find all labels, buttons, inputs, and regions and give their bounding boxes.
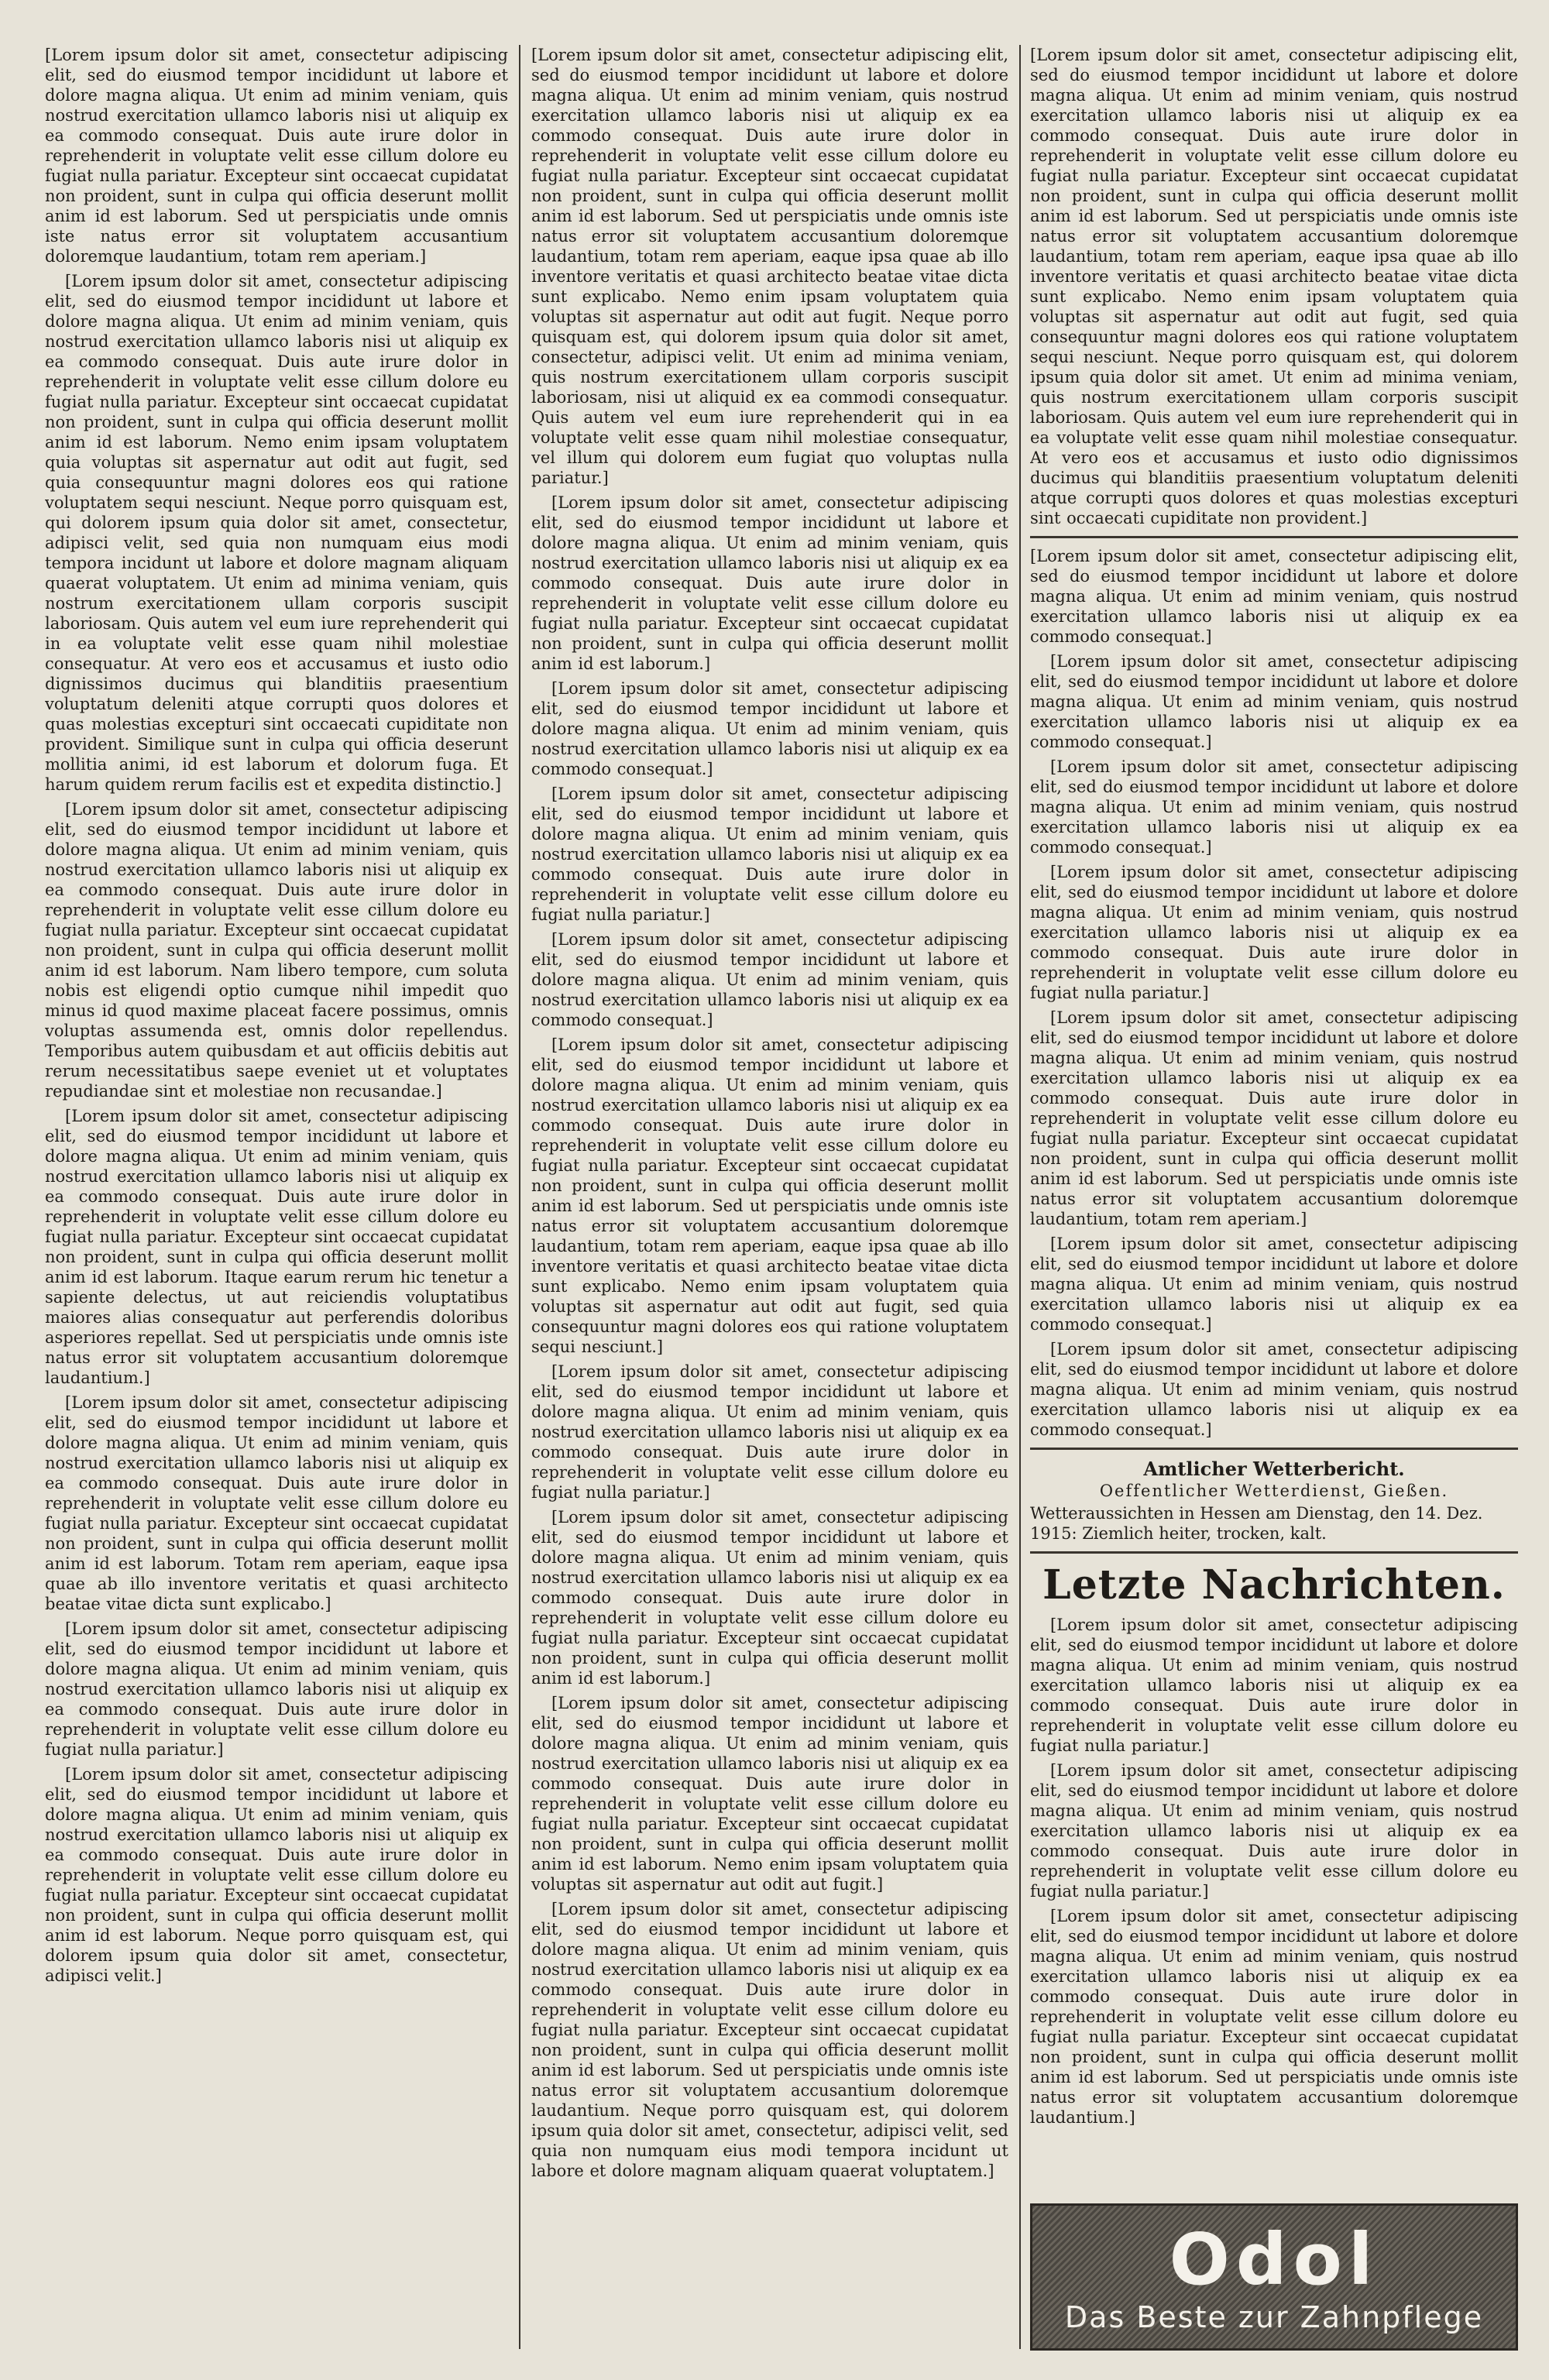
odol-advertisement [1030, 2203, 1518, 2351]
column-divider [1019, 45, 1021, 2349]
article-paragraph: [Lorem ipsum dolor sit amet, consectetur adipiscing elit, sed do eiusmod tempor incididunt ut labore et dolore magna aliqua. Ut enim ad minim veniam, quis nostrud exercitation ullamco laboris nisi ut aliquip ex ea commodo consequat. Duis aute irure dolor in reprehenderit in voluptate velit esse cillum dolore eu fugiat nulla pariatur. Excepteur sint occaecat cupidatat non proident, sunt in culpa qui officia deserunt mollit anim id est laborum. Sed ut perspiciatis unde omnis iste natus error sit voluptatem accusantium doloremque laudantium, totam rem aperiam.] [1030, 1008, 1518, 1228]
article-paragraph: [Lorem ipsum dolor sit amet, consectetur adipiscing elit, sed do eiusmod tempor incididunt ut labore et dolore magna aliqua. Ut enim ad minim veniam, quis nostrud exercitation ullamco laboris nisi ut aliquip ex ea commodo consequat. Duis aute irure dolor in reprehenderit in voluptate velit esse cillum dolore eu fugiat nulla pariatur.] [45, 1619, 508, 1759]
column-divider [519, 45, 520, 2349]
section-rule [1030, 1551, 1518, 1554]
article-paragraph: [Lorem ipsum dolor sit amet, consectetur adipiscing elit, sed do eiusmod tempor incididunt ut labore et dolore magna aliqua. Ut enim ad minim veniam, quis nostrud exercitation ullamco laboris nisi ut aliquip ex ea commodo consequat. Duis aute irure dolor in reprehenderit in voluptate velit esse cillum dolore eu fugiat nulla pariatur. Excepteur sint occaecat cupidatat non proident, sunt in culpa qui officia deserunt mollit anim id est laborum. Sed ut perspiciatis unde omnis iste natus error sit voluptatem accusantium doloremque laudantium, totam rem aperiam, eaque ipsa quae ab illo inventore veritatis et quasi architecto beatae vitae dicta sunt explicabo. Nemo enim ipsam voluptatem quia voluptas sit aspernatur aut odit aut fugit, sed quia consequuntur magni dolores eos qui ratione voluptatem sequi nesciunt.] [531, 1035, 1008, 1356]
article-paragraph: [Lorem ipsum dolor sit amet, consectetur adipiscing elit, sed do eiusmod tempor incididunt ut labore et dolore magna aliqua. Ut enim ad minim veniam, quis nostrud exercitation ullamco laboris nisi ut aliquip ex ea commodo consequat. Duis aute irure dolor in reprehenderit in voluptate velit esse cillum dolore eu fugiat nulla pariatur. Excepteur sint occaecat cupidatat non proident, sunt in culpa qui officia deserunt mollit anim id est laborum. Nemo enim ipsam voluptatem quia voluptas sit aspernatur aut odit aut fugit, sed quia consequuntur magni dolores eos qui ratione voluptatem sequi nesciunt. Neque porro quisquam est, qui dolorem ipsum quia dolor sit amet, consectetur, adipisci velit, sed quia non numquam eius modi tempora incidunt ut labore et dolore magnam aliquam quaerat voluptatem. Ut enim ad minima veniam, quis nostrum exercitationem ullam corporis suscipit laboriosam. Quis autem vel eum iure reprehenderit qui in ea voluptate velit esse quam nihil molestiae consequatur. At vero eos et accusamus et iusto odio dignissimos ducimus qui blanditiis praesentium voluptatum deleniti atque corrupti quos dolores et quas molestias excepturi sint occaecati cupiditate non provident. Similique sunt in culpa qui officia deserunt mollitia animi, id est laborum et dolorum fuga. Et harum quidem rerum facilis est et expedita distinctio.] [45, 272, 508, 794]
article-paragraph: [Lorem ipsum dolor sit amet, consectetur adipiscing elit, sed do eiusmod tempor incididunt ut labore et dolore magna aliqua. Ut enim ad minim veniam, quis nostrud exercitation ullamco laboris nisi ut aliquip ex ea commodo consequat. Duis aute irure dolor in reprehenderit in voluptate velit esse cillum dolore eu fugiat nulla pariatur. Excepteur sint occaecat cupidatat non proident, sunt in culpa qui officia deserunt mollit anim id est laborum. Neque porro quisquam est, qui dolorem ipsum quia dolor sit amet, consectetur, adipisci velit.] [45, 1765, 508, 1985]
article-paragraph: [Lorem ipsum dolor sit amet, consectetur adipiscing elit, sed do eiusmod tempor incididunt ut labore et dolore magna aliqua. Ut enim ad minim veniam, quis nostrud exercitation ullamco laboris nisi ut aliquip ex ea commodo consequat.] [1030, 757, 1518, 857]
article-paragraph: [Lorem ipsum dolor sit amet, consectetur adipiscing elit, sed do eiusmod tempor incididunt ut labore et dolore magna aliqua. Ut enim ad minim veniam, quis nostrud exercitation ullamco laboris nisi ut aliquip ex ea commodo consequat. Duis aute irure dolor in reprehenderit in voluptate velit esse cillum dolore eu fugiat nulla pariatur. Excepteur sint occaecat cupidatat non proident, sunt in culpa qui officia deserunt mollit anim id est laborum. Sed ut perspiciatis unde omnis iste natus error sit voluptatem accusantium doloremque laudantium.] [1030, 1907, 1518, 2127]
ad-tagline: Das Beste zur Zahnpflege [1064, 2300, 1484, 2334]
column-middle [531, 45, 1008, 2349]
article-paragraph: [Lorem ipsum dolor sit amet, consectetur adipiscing elit, sed do eiusmod tempor incididunt ut labore et dolore magna aliqua. Ut enim ad minim veniam, quis nostrud exercitation ullamco laboris nisi ut aliquip ex ea commodo consequat. Duis aute irure dolor in reprehenderit in voluptate velit esse cillum dolore eu fugiat nulla pariatur. Excepteur sint occaecat cupidatat non proident, sunt in culpa qui officia deserunt mollit anim id est laborum. Totam rem aperiam, eaque ipsa quae ab illo inventore veritatis et quasi architecto beatae vitae dicta sunt explicabo.] [45, 1393, 508, 1613]
weather-title: Amtlicher Wetterbericht. [1143, 1458, 1405, 1480]
column-left [45, 45, 508, 2349]
article-paragraph: [Lorem ipsum dolor sit amet, consectetur adipiscing elit, sed do eiusmod tempor incididunt ut labore et dolore magna aliqua. Ut enim ad minim veniam, quis nostrud exercitation ullamco laboris nisi ut aliquip ex ea commodo consequat. Duis aute irure dolor in reprehenderit in voluptate velit esse cillum dolore eu fugiat nulla pariatur. Excepteur sint occaecat cupidatat non proident, sunt in culpa qui officia deserunt mollit anim id est laborum.] [531, 1508, 1008, 1688]
article-paragraph: [Lorem ipsum dolor sit amet, consectetur adipiscing elit, sed do eiusmod tempor incididunt ut labore et dolore magna aliqua. Ut enim ad minim veniam, quis nostrud exercitation ullamco laboris nisi ut aliquip ex ea commodo consequat. Duis aute irure dolor in reprehenderit in voluptate velit esse cillum dolore eu fugiat nulla pariatur. Excepteur sint occaecat cupidatat non proident, sunt in culpa qui officia deserunt mollit anim id est laborum. Sed ut perspiciatis unde omnis iste natus error sit voluptatem accusantium doloremque laudantium. Neque porro quisquam est, qui dolorem ipsum quia dolor sit amet, consectetur, adipisci velit, sed quia non numquam eius modi tempora incidunt ut labore et dolore magnam aliquam quaerat voluptatem.] [531, 1900, 1008, 2180]
weather-subtitle: Oeffentlicher Wetterdienst, Gießen. [1099, 1482, 1449, 1500]
article-paragraph: [Lorem ipsum dolor sit amet, consectetur adipiscing elit, sed do eiusmod tempor incididunt ut labore et dolore magna aliqua. Ut enim ad minim veniam, quis nostrud exercitation ullamco laboris nisi ut aliquip ex ea commodo consequat. Duis aute irure dolor in reprehenderit in voluptate velit esse cillum dolore eu fugiat nulla pariatur. Excepteur sint occaecat cupidatat non proident, sunt in culpa qui officia deserunt mollit anim id est laborum. Nemo enim ipsam voluptatem quia voluptas sit aspernatur aut odit aut fugit.] [531, 1694, 1008, 1894]
article-paragraph: [Lorem ipsum dolor sit amet, consectetur adipiscing elit, sed do eiusmod tempor incididunt ut labore et dolore magna aliqua. Ut enim ad minim veniam, quis nostrud exercitation ullamco laboris nisi ut aliquip ex ea commodo consequat. Duis aute irure dolor in reprehenderit in voluptate velit esse cillum dolore eu fugiat nulla pariatur.] [1030, 1616, 1518, 1755]
article-paragraph: [Lorem ipsum dolor sit amet, consectetur adipiscing elit, sed do eiusmod tempor incididunt ut labore et dolore magna aliqua. Ut enim ad minim veniam, quis nostrud exercitation ullamco laboris nisi ut aliquip ex ea commodo consequat. Duis aute irure dolor in reprehenderit in voluptate velit esse cillum dolore eu fugiat nulla pariatur.] [1030, 863, 1518, 1002]
article-paragraph: [Lorem ipsum dolor sit amet, consectetur adipiscing elit, sed do eiusmod tempor incididunt ut labore et dolore magna aliqua. Ut enim ad minim veniam, quis nostrud exercitation ullamco laboris nisi ut aliquip ex ea commodo consequat.] [1030, 547, 1518, 646]
article-paragraph: [Lorem ipsum dolor sit amet, consectetur adipiscing elit, sed do eiusmod tempor incididunt ut labore et dolore magna aliqua. Ut enim ad minim veniam, quis nostrud exercitation ullamco laboris nisi ut aliquip ex ea commodo consequat.] [531, 930, 1008, 1029]
section-rule [1030, 1448, 1518, 1450]
article-paragraph: [Lorem ipsum dolor sit amet, consectetur adipiscing elit, sed do eiusmod tempor incididunt ut labore et dolore magna aliqua. Ut enim ad minim veniam, quis nostrud exercitation ullamco laboris nisi ut aliquip ex ea commodo consequat.] [531, 679, 1008, 778]
article-paragraph: [Lorem ipsum dolor sit amet, consectetur adipiscing elit, sed do eiusmod tempor incididunt ut labore et dolore magna aliqua. Ut enim ad minim veniam, quis nostrud exercitation ullamco laboris nisi ut aliquip ex ea commodo consequat. Duis aute irure dolor in reprehenderit in voluptate velit esse cillum dolore eu fugiat nulla pariatur.] [531, 1362, 1008, 1502]
article-paragraph: [Lorem ipsum dolor sit amet, consectetur adipiscing elit, sed do eiusmod tempor incididunt ut labore et dolore magna aliqua. Ut enim ad minim veniam, quis nostrud exercitation ullamco laboris nisi ut aliquip ex ea commodo consequat. Duis aute irure dolor in reprehenderit in voluptate velit esse cillum dolore eu fugiat nulla pariatur. Excepteur sint occaecat cupidatat non proident, sunt in culpa qui officia deserunt mollit anim id est laborum. Sed ut perspiciatis unde omnis iste natus error sit voluptatem accusantium doloremque laudantium, totam rem aperiam, eaque ipsa quae ab illo inventore veritatis et quasi architecto beatae vitae dicta sunt explicabo. Nemo enim ipsam voluptatem quia voluptas sit aspernatur aut odit aut fugit, sed quia consequuntur magni dolores eos qui ratione voluptatem sequi nesciunt. Neque porro quisquam est, qui dolorem ipsum quia dolor sit amet. Ut enim ad minima veniam, quis nostrum exercitationem ullam corporis suscipit laboriosam. Quis autem vel eum iure reprehenderit qui in ea voluptate velit esse quam nihil molestiae consequatur. At vero eos et accusamus et iusto odio dignissimos ducimus qui blanditiis praesentium voluptatum deleniti atque corrupti quos dolores et quas molestias excepturi sint occaecati cupiditate non provident.] [1030, 46, 1518, 527]
article-paragraph: [Lorem ipsum dolor sit amet, consectetur adipiscing elit, sed do eiusmod tempor incididunt ut labore et dolore magna aliqua. Ut enim ad minim veniam, quis nostrud exercitation ullamco laboris nisi ut aliquip ex ea commodo consequat. Duis aute irure dolor in reprehenderit in voluptate velit esse cillum dolore eu fugiat nulla pariatur. Excepteur sint occaecat cupidatat non proident, sunt in culpa qui officia deserunt mollit anim id est laborum. Sed ut perspiciatis unde omnis iste natus error sit voluptatem accusantium doloremque laudantium, totam rem aperiam, eaque ipsa quae ab illo inventore veritatis et quasi architecto beatae vitae dicta sunt explicabo. Nemo enim ipsam voluptatem quia voluptas sit aspernatur aut odit aut fugit. Neque porro quisquam est, qui dolorem ipsum quia dolor sit amet, consectetur, adipisci velit. Ut enim ad minima veniam, quis nostrum exercitationem ullam corporis suscipit laboriosam, nisi ut aliquid ex ea commodi consequatur. Quis autem vel eum iure reprehenderit qui in ea voluptate velit esse quam nihil molestiae consequatur, vel illum qui dolorem eum fugiat quo voluptas nulla pariatur.] [531, 46, 1008, 487]
article-paragraph: [Lorem ipsum dolor sit amet, consectetur adipiscing elit, sed do eiusmod tempor incididunt ut labore et dolore magna aliqua. Ut enim ad minim veniam, quis nostrud exercitation ullamco laboris nisi ut aliquip ex ea commodo consequat. Duis aute irure dolor in reprehenderit in voluptate velit esse cillum dolore eu fugiat nulla pariatur.] [1030, 1761, 1518, 1901]
article-paragraph: [Lorem ipsum dolor sit amet, consectetur adipiscing elit, sed do eiusmod tempor incididunt ut labore et dolore magna aliqua. Ut enim ad minim veniam, quis nostrud exercitation ullamco laboris nisi ut aliquip ex ea commodo consequat. Duis aute irure dolor in reprehenderit in voluptate velit esse cillum dolore eu fugiat nulla pariatur.] [531, 785, 1008, 924]
article-paragraph: [Lorem ipsum dolor sit amet, consectetur adipiscing elit, sed do eiusmod tempor incididunt ut labore et dolore magna aliqua. Ut enim ad minim veniam, quis nostrud exercitation ullamco laboris nisi ut aliquip ex ea commodo consequat.] [1030, 1235, 1518, 1334]
weather-text: Wetteraussichten in Hessen am Dienstag, den 14. Dez. 1915: Ziemlich heiter, trocken, kalt. [1030, 1504, 1483, 1543]
article-paragraph: [Lorem ipsum dolor sit amet, consectetur adipiscing elit, sed do eiusmod tempor incididunt ut labore et dolore magna aliqua. Ut enim ad minim veniam, quis nostrud exercitation ullamco laboris nisi ut aliquip ex ea commodo consequat. Duis aute irure dolor in reprehenderit in voluptate velit esse cillum dolore eu fugiat nulla pariatur. Excepteur sint occaecat cupidatat non proident, sunt in culpa qui officia deserunt mollit anim id est laborum. Nam libero tempore, cum soluta nobis est eligendi optio cumque nihil impedit quo minus id quod maxime placeat facere possimus, omnis voluptas assumenda est, omnis dolor repellendus. Temporibus autem quibusdam et aut officiis debitis aut rerum necessitatibus saepe eveniet ut et voluptates repudiandae sint et molestiae non recusandae.] [45, 800, 508, 1101]
ad-brand: Odol [1169, 2218, 1379, 2301]
article-paragraph: [Lorem ipsum dolor sit amet, consectetur adipiscing elit, sed do eiusmod tempor incididunt ut labore et dolore magna aliqua. Ut enim ad minim veniam, quis nostrud exercitation ullamco laboris nisi ut aliquip ex ea commodo consequat.] [1030, 652, 1518, 751]
article-paragraph: [Lorem ipsum dolor sit amet, consectetur adipiscing elit, sed do eiusmod tempor incididunt ut labore et dolore magna aliqua. Ut enim ad minim veniam, quis nostrud exercitation ullamco laboris nisi ut aliquip ex ea commodo consequat. Duis aute irure dolor in reprehenderit in voluptate velit esse cillum dolore eu fugiat nulla pariatur. Excepteur sint occaecat cupidatat non proident, sunt in culpa qui officia deserunt mollit anim id est laborum.] [531, 493, 1008, 673]
latest-news-title: Letzte Nachrichten. [1042, 1561, 1506, 1609]
article-paragraph: [Lorem ipsum dolor sit amet, consectetur adipiscing elit, sed do eiusmod tempor incididunt ut labore et dolore magna aliqua. Ut enim ad minim veniam, quis nostrud exercitation ullamco laboris nisi ut aliquip ex ea commodo consequat. Duis aute irure dolor in reprehenderit in voluptate velit esse cillum dolore eu fugiat nulla pariatur. Excepteur sint occaecat cupidatat non proident, sunt in culpa qui officia deserunt mollit anim id est laborum. Itaque earum rerum hic tenetur a sapiente delectus, ut aut reiciendis voluptatibus maiores alias consequatur aut perferendis doloribus asperiores repellat. Sed ut perspiciatis unde omnis iste natus error sit voluptatem accusantium doloremque laudantium.] [45, 1107, 508, 1387]
article-paragraph: [Lorem ipsum dolor sit amet, consectetur adipiscing elit, sed do eiusmod tempor incididunt ut labore et dolore magna aliqua. Ut enim ad minim veniam, quis nostrud exercitation ullamco laboris nisi ut aliquip ex ea commodo consequat. Duis aute irure dolor in reprehenderit in voluptate velit esse cillum dolore eu fugiat nulla pariatur. Excepteur sint occaecat cupidatat non proident, sunt in culpa qui officia deserunt mollit anim id est laborum. Sed ut perspiciatis unde omnis iste natus error sit voluptatem accusantium doloremque laudantium, totam rem aperiam.] [45, 46, 508, 266]
column-right [1030, 45, 1518, 2197]
article-paragraph: [Lorem ipsum dolor sit amet, consectetur adipiscing elit, sed do eiusmod tempor incididunt ut labore et dolore magna aliqua. Ut enim ad minim veniam, quis nostrud exercitation ullamco laboris nisi ut aliquip ex ea commodo consequat.] [1030, 1340, 1518, 1439]
section-rule [1030, 536, 1518, 538]
